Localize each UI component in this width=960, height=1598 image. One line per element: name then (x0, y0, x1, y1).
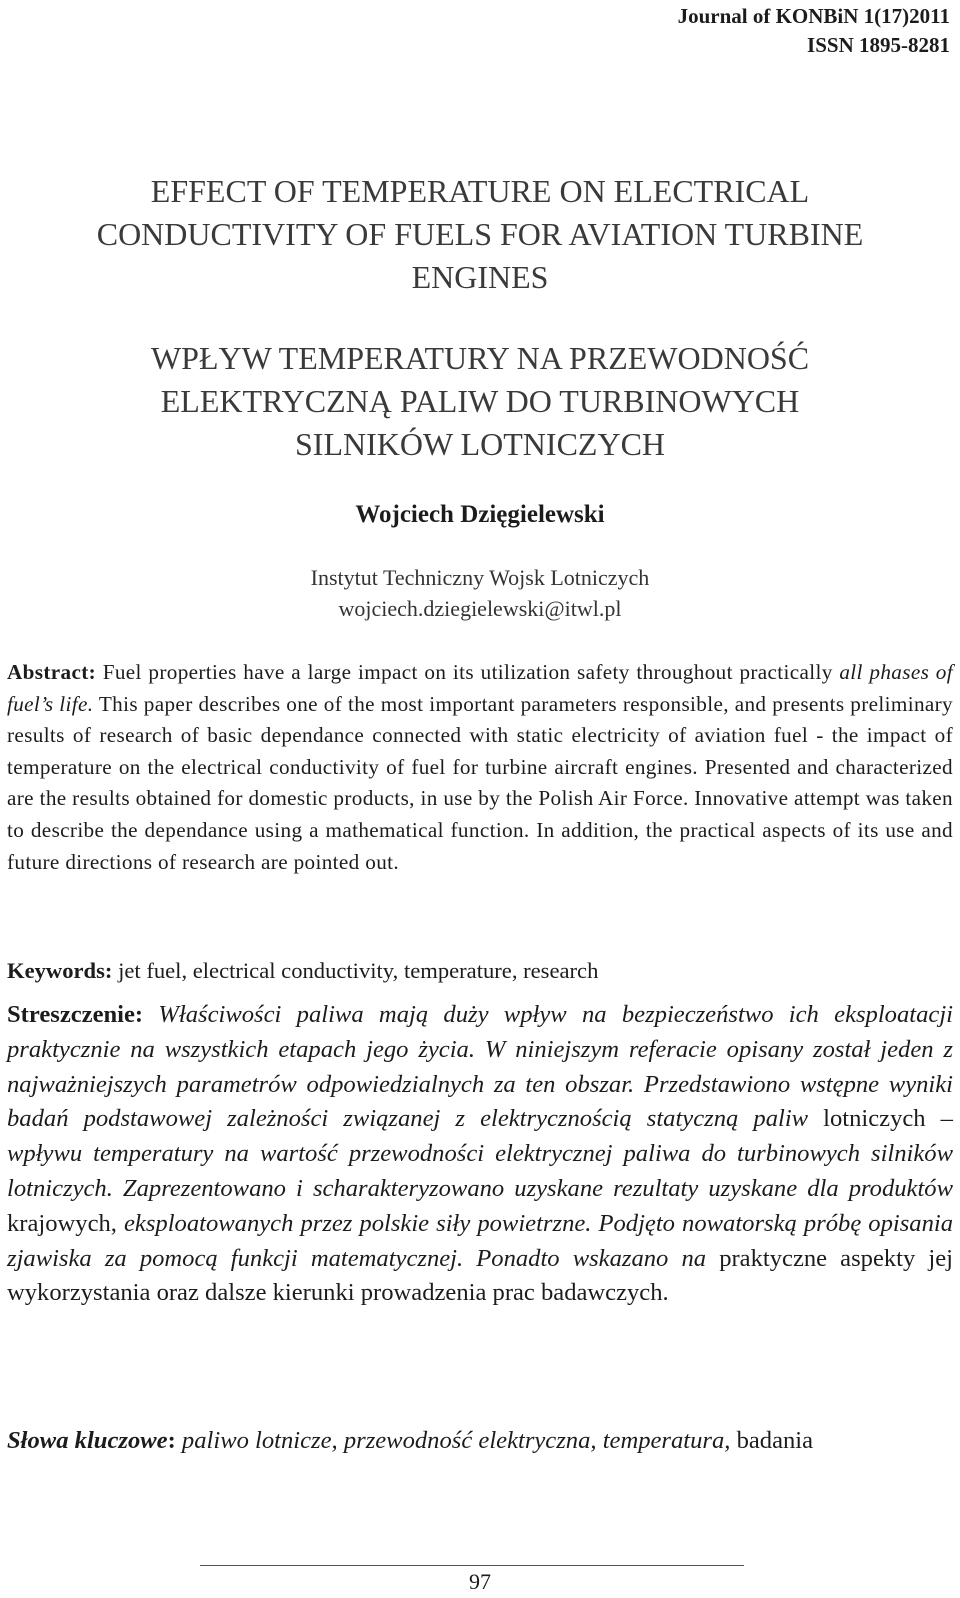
streszczenie-text: – wpływu temperatury na wartość przewodności elektrycznej paliwa do turbinowych silników lotniczych. Zaprezentowano i scharakteryzowano uzyskane rezultaty uzyskane dla produktów (7, 1105, 953, 1202)
streszczenie-label: Streszczenie: (7, 1001, 144, 1028)
title-english-line: ENGINES (411, 259, 549, 295)
slowa-kluczowe-colon: : (167, 1427, 176, 1454)
slowa-kluczowe-text: badania (730, 1427, 814, 1454)
abstract-text: This paper describes one of the most important parameters responsible, and presents preliminary results of research of basic dependance connected with static electricity of aviation fuel - the impact of temperature on the electrical conductivity of fuel for turbine aircraft engines. Presented and characterized are the results obtained for domestic products, in use by the Polish Air Force. Innovative attempt was taken to describe the dependance using a mathematical function. In addition, the practical aspects of its use and future directions of research are pointed out. (7, 691, 953, 874)
footer-divider (200, 1565, 744, 1566)
abstract (7, 657, 953, 878)
slowa-kluczowe (7, 1424, 953, 1458)
streszczenie-text: praktyczne aspekty jej wykorzystania oraz dalsze kierunki prowadzenia prac badawczych. (7, 1244, 954, 1307)
title-english (0, 170, 960, 299)
streszczenie (7, 998, 953, 1311)
slowa-kluczowe-label: Słowa kluczowe (7, 1427, 168, 1454)
journal-header (678, 2, 950, 60)
streszczenie-text: lotniczych (823, 1105, 926, 1133)
author-name: Wojciech Dzięgielewski (355, 501, 605, 528)
streszczenie-text: Właściwości paliwa mają duży wpływ na bezpieczeństwo ich eksploatacji praktycznie na wszystkich etapach jego życia. W niniejszym referacie opisany został jeden z najważniejszych parametrów odpowiedzialnych za ten obszar. Przedstawiono wstępne wyniki badań podstawowej zależności związanej z elektrycznością statyczną paliw (7, 1001, 953, 1133)
title-polish-line: SILNIKÓW LOTNICZYCH (294, 426, 666, 462)
abstract-text-italic: all phases of fuel’s life. (7, 660, 953, 716)
keywords-text: jet fuel, electrical conductivity, temperature, research (112, 958, 599, 983)
author-email: wojciech.dziegielewski@itwl.pl (338, 596, 622, 621)
title-english-line: EFFECT OF TEMPERATURE ON ELECTRICAL (150, 173, 810, 209)
title-polish-line: WPŁYW TEMPERATURY NA PRZEWODNOŚĆ (150, 340, 810, 376)
keywords (7, 955, 953, 986)
streszczenie-text: eksploatowanych przez polskie siły powietrzne. Podjęto nowatorską próbę opisania zjawiska za pomocą funkcji matematycznej. Ponadto wskazano na (7, 1209, 954, 1272)
issn: ISSN 1895-8281 (807, 33, 950, 57)
streszczenie-text: krajowych, (7, 1209, 125, 1237)
abstract-label: Abstract: (7, 660, 97, 684)
institute: Instytut Techniczny Wojsk Lotniczych (310, 565, 650, 590)
title-polish-line: ELEKTRYCZNĄ PALIW DO TURBINOWYCH (160, 383, 800, 419)
affiliation (0, 562, 960, 624)
slowa-kluczowe-text: paliwo lotnicze, przewodność elektryczna, temperatura, (175, 1427, 731, 1454)
abstract-text: Fuel properties have a large impact on its utilization safety throughout practically (96, 660, 840, 684)
title-polish (0, 337, 960, 466)
journal-name: Journal of KONBiN 1(17)2011 (677, 4, 950, 28)
title-english-line: CONDUCTIVITY OF FUELS FOR AVIATION TURBINE (96, 216, 864, 252)
page-number: 97 (469, 1569, 491, 1594)
keywords-label: Keywords: (7, 958, 113, 983)
